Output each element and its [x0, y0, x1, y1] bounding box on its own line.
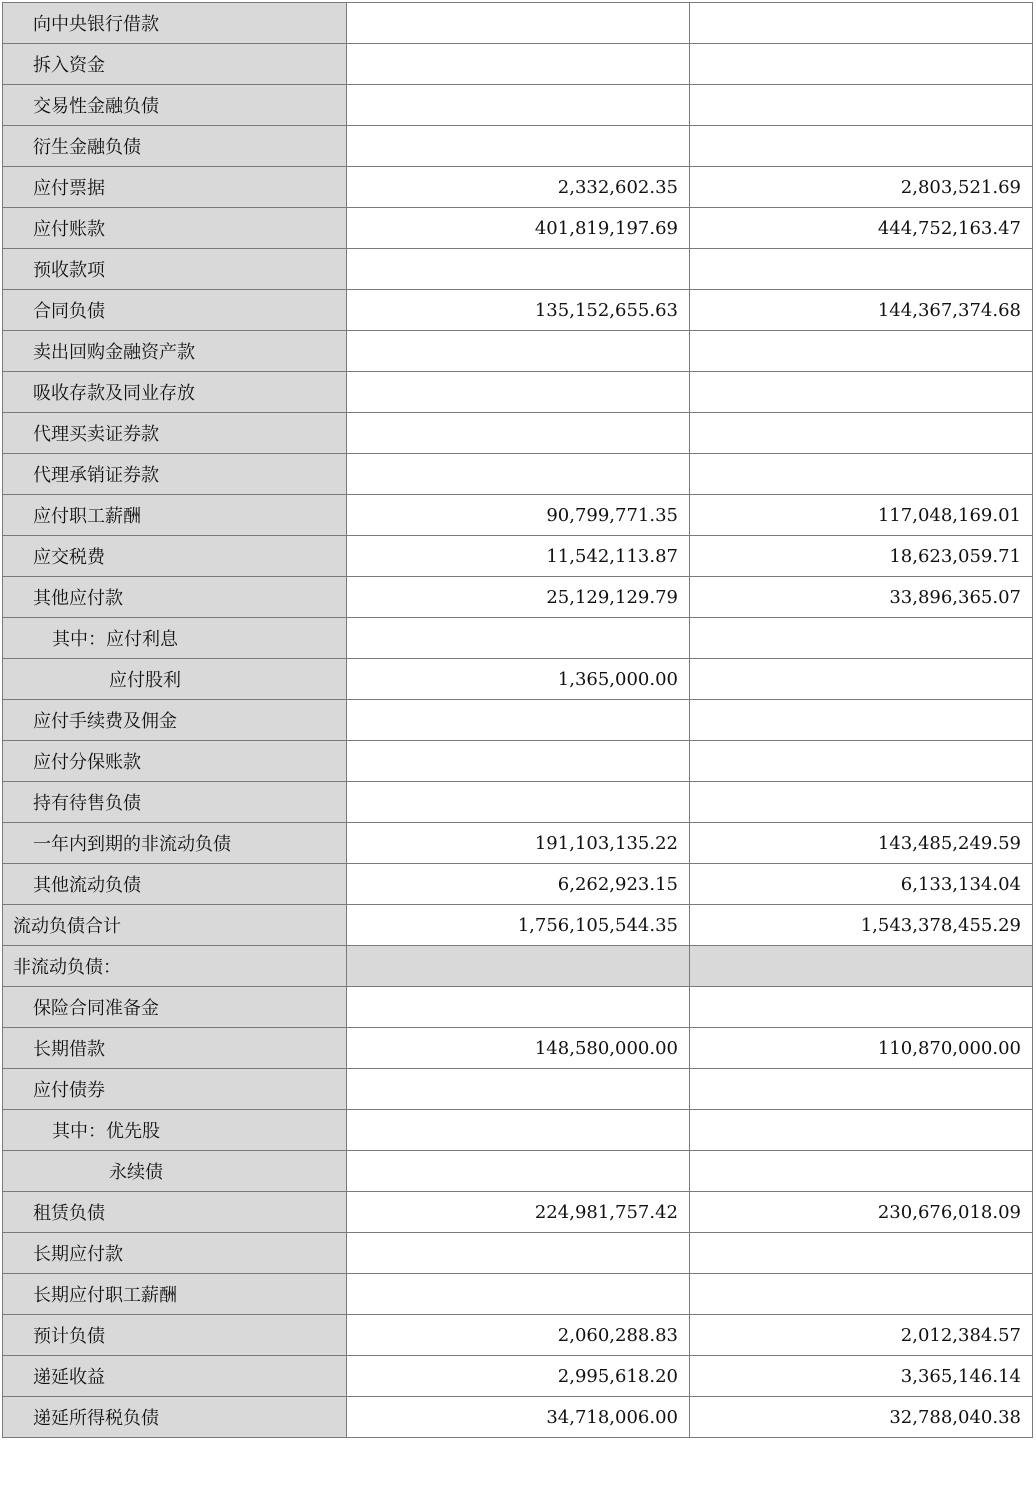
prior-period-value — [690, 659, 1033, 700]
row-label: 持有待售负债 — [3, 782, 347, 823]
liabilities-table — [2, 2, 1033, 1438]
row-label: 应付股利 — [3, 659, 347, 700]
row-label: 长期应付职工薪酬 — [3, 1274, 347, 1315]
current-period-value — [347, 413, 690, 454]
current-period-value — [347, 987, 690, 1028]
table-row — [3, 495, 1033, 536]
prior-period-value: 110,870,000.00 — [690, 1028, 1033, 1069]
table-row — [3, 1151, 1033, 1192]
row-label: 流动负债合计 — [3, 905, 347, 946]
prior-period-value — [690, 1069, 1033, 1110]
prior-period-value — [690, 987, 1033, 1028]
prior-period-value — [690, 741, 1033, 782]
table-row — [3, 1397, 1033, 1438]
row-label: 应付票据 — [3, 167, 347, 208]
prior-period-value: 33,896,365.07 — [690, 577, 1033, 618]
current-period-value: 34,718,006.00 — [347, 1397, 690, 1438]
table-row — [3, 1356, 1033, 1397]
prior-period-value: 143,485,249.59 — [690, 823, 1033, 864]
prior-period-value: 230,676,018.09 — [690, 1192, 1033, 1233]
row-label: 递延收益 — [3, 1356, 347, 1397]
row-label: 租赁负债 — [3, 1192, 347, 1233]
current-period-value — [347, 782, 690, 823]
prior-period-value — [690, 126, 1033, 167]
table-body — [3, 3, 1033, 1438]
current-period-value — [347, 85, 690, 126]
prior-period-value — [690, 3, 1033, 44]
row-label: 非流动负债： — [3, 946, 347, 987]
row-label: 衍生金融负债 — [3, 126, 347, 167]
prior-period-value — [690, 618, 1033, 659]
prior-period-value — [690, 372, 1033, 413]
section-header-row — [3, 946, 1033, 987]
prior-period-value: 32,788,040.38 — [690, 1397, 1033, 1438]
current-period-value: 401,819,197.69 — [347, 208, 690, 249]
table-row — [3, 290, 1033, 331]
row-label: 吸收存款及同业存放 — [3, 372, 347, 413]
row-label: 应付账款 — [3, 208, 347, 249]
row-label: 其中：优先股 — [3, 1110, 347, 1151]
prior-period-value: 2,803,521.69 — [690, 167, 1033, 208]
table-row — [3, 864, 1033, 905]
table-row — [3, 44, 1033, 85]
table-row — [3, 331, 1033, 372]
row-label: 卖出回购金融资产款 — [3, 331, 347, 372]
current-period-value: 148,580,000.00 — [347, 1028, 690, 1069]
row-label: 应付债券 — [3, 1069, 347, 1110]
table-row — [3, 823, 1033, 864]
current-period-value — [347, 946, 690, 987]
prior-period-value — [690, 1110, 1033, 1151]
prior-period-value — [690, 331, 1033, 372]
row-label: 拆入资金 — [3, 44, 347, 85]
table-row — [3, 782, 1033, 823]
row-label: 应付手续费及佣金 — [3, 700, 347, 741]
table-row — [3, 85, 1033, 126]
current-period-value — [347, 3, 690, 44]
row-label: 永续债 — [3, 1151, 347, 1192]
row-label: 保险合同准备金 — [3, 987, 347, 1028]
row-label: 应交税费 — [3, 536, 347, 577]
current-period-value — [347, 372, 690, 413]
row-label: 应付分保账款 — [3, 741, 347, 782]
row-label: 其他应付款 — [3, 577, 347, 618]
row-label: 长期应付款 — [3, 1233, 347, 1274]
prior-period-value — [690, 249, 1033, 290]
table-row — [3, 413, 1033, 454]
current-period-value: 11,542,113.87 — [347, 536, 690, 577]
row-label: 交易性金融负债 — [3, 85, 347, 126]
table-row — [3, 700, 1033, 741]
row-label: 其他流动负债 — [3, 864, 347, 905]
prior-period-value: 444,752,163.47 — [690, 208, 1033, 249]
current-period-value: 1,756,105,544.35 — [347, 905, 690, 946]
current-period-value: 2,060,288.83 — [347, 1315, 690, 1356]
current-period-value: 6,262,923.15 — [347, 864, 690, 905]
row-label: 其中：应付利息 — [3, 618, 347, 659]
table-row — [3, 3, 1033, 44]
prior-period-value: 6,133,134.04 — [690, 864, 1033, 905]
current-period-value: 25,129,129.79 — [347, 577, 690, 618]
table-row — [3, 987, 1033, 1028]
current-period-value: 2,332,602.35 — [347, 167, 690, 208]
current-period-value: 135,152,655.63 — [347, 290, 690, 331]
table-row — [3, 1110, 1033, 1151]
prior-period-value — [690, 1151, 1033, 1192]
current-period-value — [347, 44, 690, 85]
row-label: 递延所得税负债 — [3, 1397, 347, 1438]
table-row — [3, 905, 1033, 946]
table-row — [3, 208, 1033, 249]
current-period-value: 90,799,771.35 — [347, 495, 690, 536]
prior-period-value — [690, 700, 1033, 741]
current-period-value — [347, 741, 690, 782]
table-row — [3, 577, 1033, 618]
prior-period-value: 3,365,146.14 — [690, 1356, 1033, 1397]
prior-period-value: 1,543,378,455.29 — [690, 905, 1033, 946]
prior-period-value — [690, 413, 1033, 454]
prior-period-value: 18,623,059.71 — [690, 536, 1033, 577]
current-period-value — [347, 1233, 690, 1274]
prior-period-value: 2,012,384.57 — [690, 1315, 1033, 1356]
current-period-value — [347, 700, 690, 741]
current-period-value — [347, 618, 690, 659]
current-period-value — [347, 1069, 690, 1110]
row-label: 向中央银行借款 — [3, 3, 347, 44]
current-period-value: 224,981,757.42 — [347, 1192, 690, 1233]
prior-period-value — [690, 1274, 1033, 1315]
table-row — [3, 618, 1033, 659]
table-row — [3, 1315, 1033, 1356]
prior-period-value — [690, 85, 1033, 126]
prior-period-value: 117,048,169.01 — [690, 495, 1033, 536]
row-label: 代理承销证券款 — [3, 454, 347, 495]
prior-period-value — [690, 44, 1033, 85]
row-label: 代理买卖证券款 — [3, 413, 347, 454]
table-row — [3, 126, 1033, 167]
row-label: 长期借款 — [3, 1028, 347, 1069]
prior-period-value: 144,367,374.68 — [690, 290, 1033, 331]
row-label: 应付职工薪酬 — [3, 495, 347, 536]
prior-period-value — [690, 1233, 1033, 1274]
current-period-value — [347, 1110, 690, 1151]
current-period-value — [347, 454, 690, 495]
table-row — [3, 167, 1033, 208]
current-period-value — [347, 126, 690, 167]
row-label: 预收款项 — [3, 249, 347, 290]
table-row — [3, 454, 1033, 495]
current-period-value: 1,365,000.00 — [347, 659, 690, 700]
table-row — [3, 249, 1033, 290]
current-period-value — [347, 249, 690, 290]
row-label: 预计负债 — [3, 1315, 347, 1356]
table-row — [3, 536, 1033, 577]
table-row — [3, 1028, 1033, 1069]
prior-period-value — [690, 782, 1033, 823]
prior-period-value — [690, 946, 1033, 987]
table-row — [3, 659, 1033, 700]
current-period-value — [347, 331, 690, 372]
current-period-value: 2,995,618.20 — [347, 1356, 690, 1397]
table-row — [3, 1233, 1033, 1274]
row-label: 合同负债 — [3, 290, 347, 331]
current-period-value: 191,103,135.22 — [347, 823, 690, 864]
table-row — [3, 1069, 1033, 1110]
table-row — [3, 741, 1033, 782]
table-row — [3, 1274, 1033, 1315]
row-label: 一年内到期的非流动负债 — [3, 823, 347, 864]
current-period-value — [347, 1274, 690, 1315]
prior-period-value — [690, 454, 1033, 495]
current-period-value — [347, 1151, 690, 1192]
table-row — [3, 1192, 1033, 1233]
table-row — [3, 372, 1033, 413]
